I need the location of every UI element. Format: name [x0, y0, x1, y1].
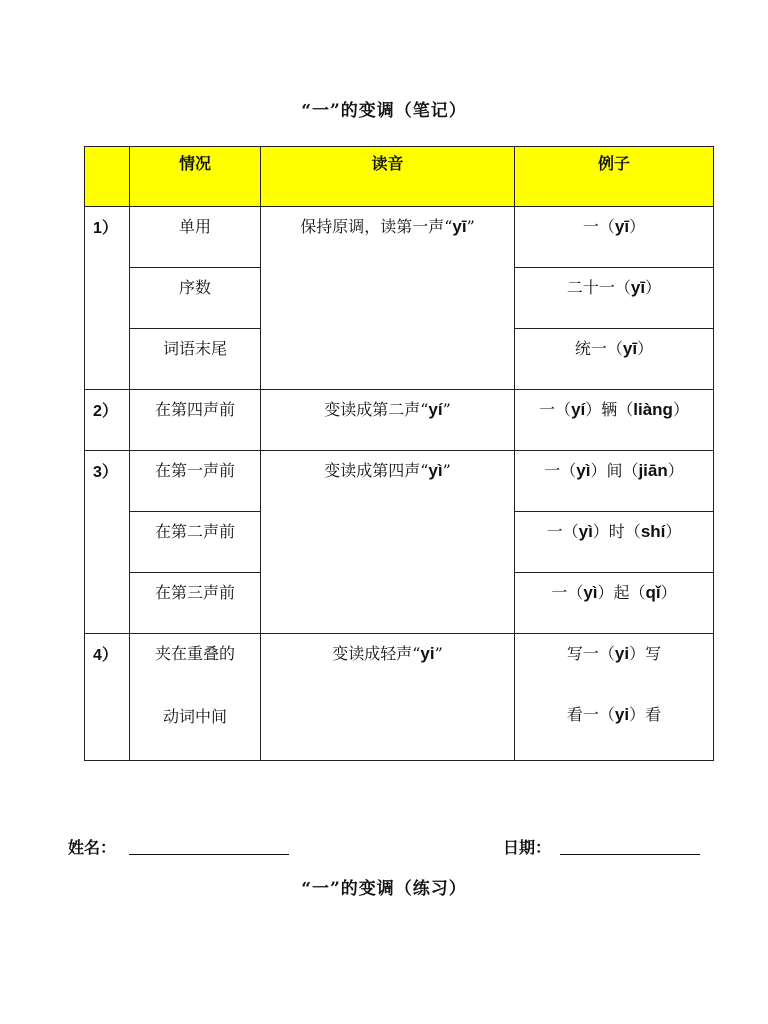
pinyin: yī [630, 278, 646, 297]
table-row [85, 390, 714, 451]
reading-cell: 保持原调，读第一声“yī” [261, 207, 515, 390]
pinyin: yi [614, 644, 630, 663]
header-situation: 情况 [130, 147, 261, 207]
row-number: 3） [85, 451, 130, 634]
pinyin: yì [578, 522, 593, 541]
pinyin: yī [452, 217, 467, 236]
date-label: 日期： [503, 838, 552, 857]
pinyin: yi [420, 644, 435, 663]
pinyin: jiān [638, 461, 668, 480]
pinyin: yī [622, 339, 638, 358]
situation-cell: 在第三声前 [130, 573, 261, 634]
example-cell: 写一（yi）写 看一（yi）看 [515, 634, 714, 761]
situation-cell: 在第二声前 [130, 512, 261, 573]
pinyin: yi [614, 705, 630, 724]
row-number: 4） [85, 634, 130, 761]
name-blank-line[interactable] [129, 854, 289, 855]
name-label: 姓名： [68, 838, 117, 857]
example-cell: 一（yì）起（qǐ） [515, 573, 714, 634]
reading-cell: 变读成轻声“yi” [261, 634, 515, 761]
header-number-cell [85, 147, 130, 207]
pinyin: yì [576, 461, 591, 480]
situation-cell: 夹在重叠的 动词中间 [130, 634, 261, 761]
pinyin: yí [571, 400, 586, 419]
pinyin: liàng [633, 400, 673, 419]
table-row [85, 451, 714, 512]
header-example: 例子 [515, 147, 714, 207]
situation-cell: 在第一声前 [130, 451, 261, 512]
tone-change-table [84, 146, 714, 761]
reading-cell: 变读成第四声“yì” [261, 451, 515, 634]
example-cell: 一（yì）间（jiān） [515, 451, 714, 512]
date-blank-line[interactable] [560, 854, 700, 855]
situation-cell: 词语末尾 [130, 329, 261, 390]
example-cell: 一（yī） [515, 207, 714, 268]
pinyin: yì [428, 461, 443, 480]
pinyin: yī [614, 217, 630, 236]
row-number: 1） [85, 207, 130, 390]
pinyin: yí [428, 400, 443, 419]
example-cell: 一（yí）辆（liàng） [515, 390, 714, 451]
practice-title: “一”的变调（练习） [301, 879, 467, 899]
pinyin: qǐ [645, 583, 661, 602]
example-cell: 统一（yī） [515, 329, 714, 390]
table-header-row [85, 147, 714, 207]
reading-cell: 变读成第二声“yí” [261, 390, 515, 451]
example-cell: 二十一（yī） [515, 268, 714, 329]
situation-cell: 单用 [130, 207, 261, 268]
example-cell: 一（yì）时（shí） [515, 512, 714, 573]
pinyin: shí [640, 522, 666, 541]
row-number: 2） [85, 390, 130, 451]
table-row [85, 207, 714, 268]
header-reading: 读音 [261, 147, 515, 207]
notes-title: “一”的变调（笔记） [301, 101, 467, 121]
pinyin: yì [583, 583, 598, 602]
situation-cell: 在第四声前 [130, 390, 261, 451]
situation-cell: 序数 [130, 268, 261, 329]
table-row [85, 634, 714, 761]
